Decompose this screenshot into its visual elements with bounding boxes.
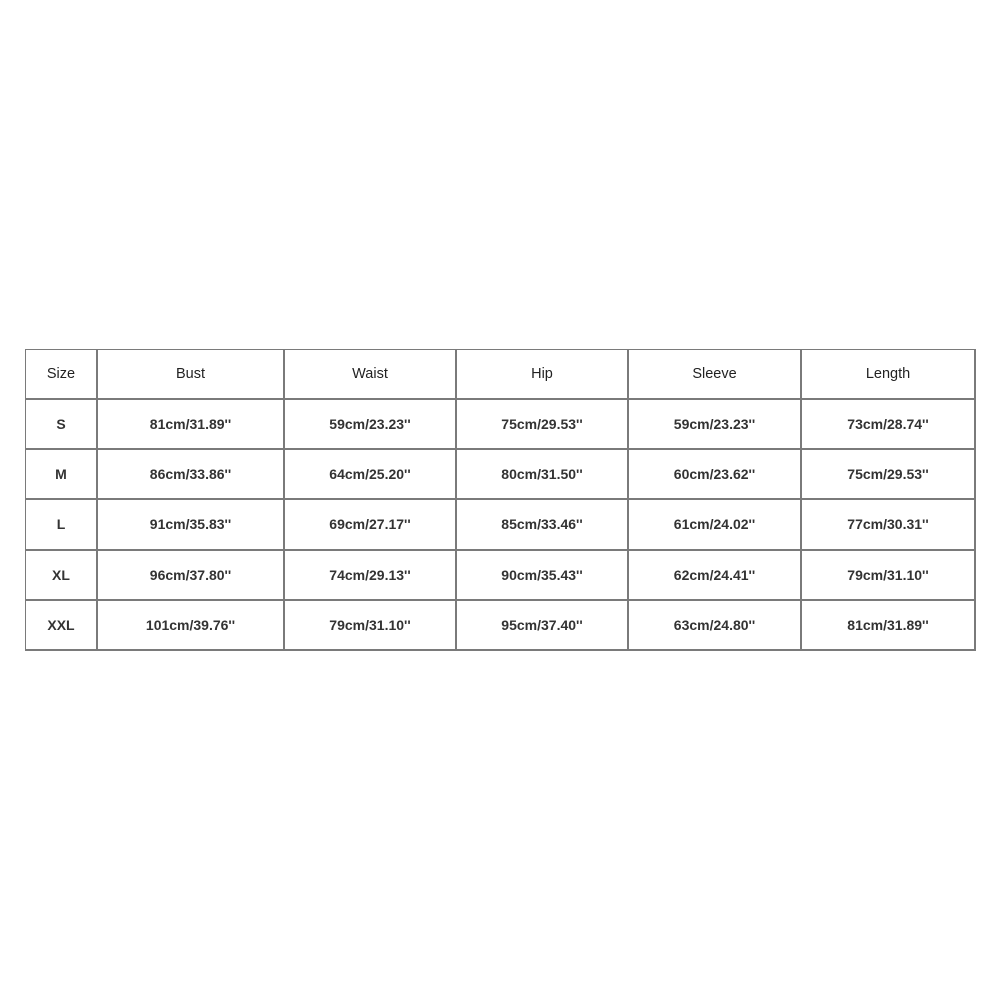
size-cell: XXL (26, 601, 98, 651)
header-bust: Bust (98, 350, 285, 400)
hip-cell: 90cm/35.43'' (457, 551, 629, 601)
bust-cell: 101cm/39.76'' (98, 601, 285, 651)
sleeve-cell: 60cm/23.62'' (629, 450, 802, 500)
header-hip: Hip (457, 350, 629, 400)
bust-cell: 81cm/31.89'' (98, 400, 285, 450)
waist-cell: 79cm/31.10'' (285, 601, 457, 651)
sleeve-cell: 61cm/24.02'' (629, 500, 802, 550)
waist-cell: 64cm/25.20'' (285, 450, 457, 500)
header-sleeve: Sleeve (629, 350, 802, 400)
waist-cell: 69cm/27.17'' (285, 500, 457, 550)
bust-cell: 91cm/35.83'' (98, 500, 285, 550)
header-length: Length (802, 350, 976, 400)
size-cell: XL (26, 551, 98, 601)
size-cell: M (26, 450, 98, 500)
length-cell: 79cm/31.10'' (802, 551, 976, 601)
waist-cell: 59cm/23.23'' (285, 400, 457, 450)
table-row (26, 601, 976, 651)
size-cell: S (26, 400, 98, 450)
length-cell: 77cm/30.31'' (802, 500, 976, 550)
length-cell: 81cm/31.89'' (802, 601, 976, 651)
sleeve-cell: 59cm/23.23'' (629, 400, 802, 450)
bust-cell: 86cm/33.86'' (98, 450, 285, 500)
table-row (26, 400, 976, 450)
header-waist: Waist (285, 350, 457, 400)
waist-cell: 74cm/29.13'' (285, 551, 457, 601)
sleeve-cell: 62cm/24.41'' (629, 551, 802, 601)
hip-cell: 95cm/37.40'' (457, 601, 629, 651)
table-row (26, 551, 976, 601)
hip-cell: 75cm/29.53'' (457, 400, 629, 450)
length-cell: 75cm/29.53'' (802, 450, 976, 500)
table-row (26, 500, 976, 550)
hip-cell: 85cm/33.46'' (457, 500, 629, 550)
table-row (26, 450, 976, 500)
header-row (26, 350, 976, 400)
size-cell: L (26, 500, 98, 550)
bust-cell: 96cm/37.80'' (98, 551, 285, 601)
sleeve-cell: 63cm/24.80'' (629, 601, 802, 651)
hip-cell: 80cm/31.50'' (457, 450, 629, 500)
size-chart-table (25, 349, 976, 651)
length-cell: 73cm/28.74'' (802, 400, 976, 450)
header-size: Size (26, 350, 98, 400)
